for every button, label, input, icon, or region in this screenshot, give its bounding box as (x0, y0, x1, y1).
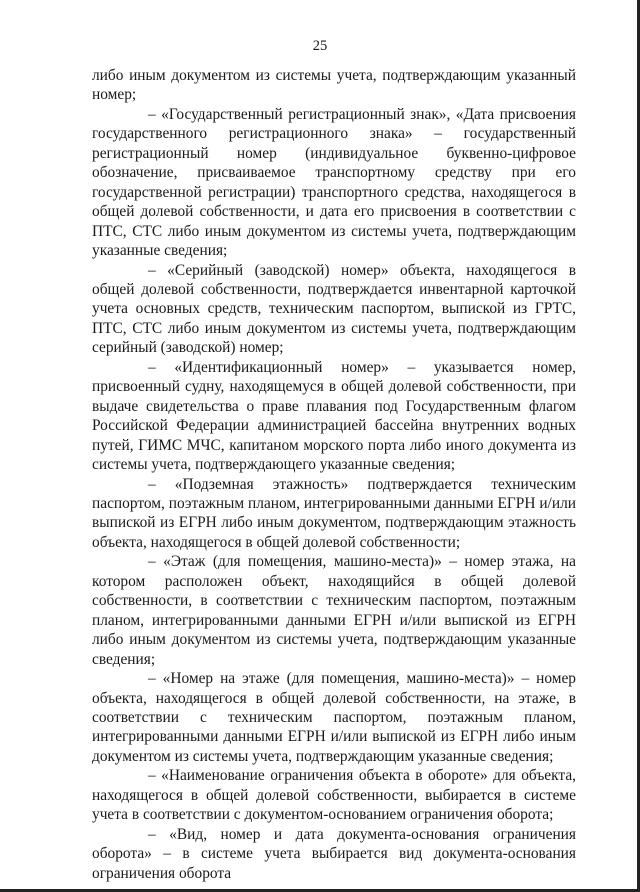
paragraph-number-on-floor: – «Номер на этаже (для помещения, машино-места)» – номер объекта, находящегося в общей долевой собственности, на этаже, в соответствии с техническим паспортом, поэтажным планом, интегрированными данными ЕГРН и/или выпиской из ЕГРН либо иным документом из системы учета, подтверждающим указанные сведения; (92, 670, 576, 765)
paragraph-continuation: либо иным документом из системы учета, подтверждающим указанный номер; (92, 67, 576, 104)
paragraph-registration-plate: – «Государственный регистрационный знак», «Дата присвоения государственного регистрационного знака» – государственный регистрационный номер (индивидуальное буквенно-цифровое обозначение, присваиваемое транспортному средству при его государственной регистрации) транспортного средства, находящегося в общей долевой собственности, и дата его присвоения в соответствии с ПТС, СТС либо иным документом из системы учета, подтверждающим указанные сведения; (92, 105, 576, 260)
paragraph-restriction-document: – «Вид, номер и дата документа-основания ограничения оборота» – в системе учета выбирается вид документа-основания ограничения оборота (92, 825, 576, 882)
page-number: 25 (312, 38, 328, 54)
document-body (92, 66, 576, 883)
paragraph-floor: – «Этаж (для помещения, машино-места)» – номер этажа, на котором расположен объект, находящийся в общей долевой собственности, в соответствии с техническим паспортом, поэтажным планом, интегрированными данными ЕГРН и/или выпиской из ЕГРН либо иным документом из системы учета, подтверждающим указанные сведения; (92, 553, 576, 668)
paragraph-underground-floors: – «Подземная этажность» подтверждается техническим паспортом, поэтажным планом, интегрированными данными ЕГРН и/или выпиской из ЕГРН либо иным документом, подтверждающим этажность объекта, находящегося в общей долевой собственности; (92, 475, 576, 551)
paragraph-restriction-name: – «Наименование ограничения объекта в обороте» для объекта, находящегося в общей долевой собственности, выбирается в системе учета в соответствии с документом-основанием ограничения оборота; (92, 767, 576, 824)
paragraph-identification-number: – «Идентификационный номер» – указывается номер, присвоенный судну, находящемуся в общей долевой собственности, при выдаче свидетельства о праве плавания под Государственным флагом Российской Федерации администрацией бассейна внутренних водных путей, ГИМС МЧС, капитаном морского порта либо иного документа из системы учета, подтверждающего указанные сведения; (92, 358, 576, 474)
paragraph-serial-number: – «Серийный (заводской) номер» объекта, находящегося в общей долевой собственности, подтверждается инвентарной карточкой учета основных средств, техническим паспортом, выпиской из ГРТС, ПТС, СТС либо иным документом из системы учета, подтверждающим серийный (заводской) номер; (92, 261, 576, 357)
